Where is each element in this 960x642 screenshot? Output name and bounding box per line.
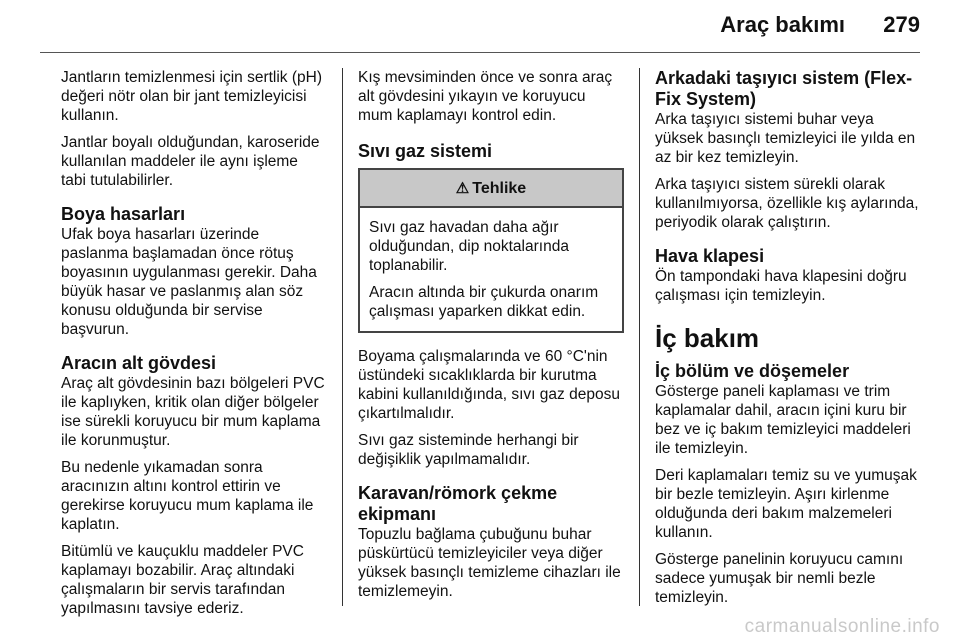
- danger-body: [360, 208, 622, 331]
- danger-box: [358, 168, 624, 333]
- paragraph: Arka taşıyıcı sistem sürekli olarak kullanılmıyorsa, özellikle kış aylarında, periyodik olarak çalıştırın.: [655, 176, 919, 231]
- paragraph: Sıvı gaz havadan daha ağır olduğundan, dip noktalarında toplanabilir.: [369, 219, 569, 274]
- danger-label: Tehlike: [472, 179, 527, 197]
- section-heading-interior-upholstery: İç bölüm ve döşemeler: [655, 361, 850, 381]
- paragraph: Topuzlu bağlama çubuğunu buhar püskürtücü temizleyiciler veya diğer yüksek basınçlı temizleme cihazları ile temizlemeyin.: [358, 526, 621, 600]
- paragraph: Sıvı gaz sisteminde herhangi bir değişiklik yapılmamalıdır.: [358, 432, 579, 468]
- column-3: [655, 68, 923, 615]
- column-divider: [639, 68, 640, 606]
- danger-header: [360, 170, 622, 208]
- page-header: [0, 0, 960, 50]
- section-heading-lpg-system: Sıvı gaz sistemi: [358, 141, 493, 161]
- paragraph: Bitümlü ve kauçuklu maddeler PVC kaplamayı bozabilir. Araç altındaki çalışmaların bir servis tarafından yapılmasını tavsiye ederiz.: [61, 543, 304, 617]
- paragraph: Bu nedenle yıkamadan sonra aracınızın altını kontrol ettirin ve gerekirse koruyucu mum kaplama ile kaplatın.: [61, 459, 314, 533]
- paragraph: Gösterge paneli kaplaması ve trim kaplamalar dahil, aracın içini kuru bir bez ve iç bakım temizleyici maddeleri ile temizleyin.: [655, 383, 911, 457]
- section-heading-paint-damage: Boya hasarları: [61, 204, 186, 224]
- paragraph: Deri kaplamaları temiz su ve yumuşak bir bezle temizleyin. Aşırı kirlenme olduğunda deri bakım malzemeleri kullanın.: [655, 467, 917, 541]
- paragraph: Arka taşıyıcı sistemi buhar veya yüksek basınçlı temizleyici ile yılda en az bir kez temizleyin.: [655, 111, 916, 166]
- paragraph: Aracın altında bir çukurda onarım çalışması yaparken dikkat edin.: [369, 284, 599, 320]
- section-heading-air-flap: Hava klapesi: [655, 246, 765, 266]
- section-heading-rear-carrier: Arkadaki taşıyıcı sistem (Flex-Fix System): [655, 68, 913, 109]
- warning-triangle-icon: ⚠: [455, 179, 470, 197]
- paragraph: Ufak boya hasarları üzerinde paslanma başlamadan önce rötuş boyasının uygulanması gerekir. Daha büyük hasar ve paslanmış alan söz konusu olduğunda bir servise başvurun.: [61, 226, 317, 338]
- section-heading-underbody: Aracın alt gövdesi: [61, 353, 217, 373]
- paragraph: Kış mevsiminden önce ve sonra araç alt gövdesini yıkayın ve koruyucu mum kaplamayı kontrol edin.: [358, 69, 613, 124]
- chapter-heading-interior-care: İç bakım: [655, 323, 760, 353]
- paragraph: Gösterge panelinin koruyucu camını sadece yumuşak bir nemli bezle temizleyin.: [655, 551, 904, 606]
- page-title: Araç bakımı: [720, 12, 845, 37]
- paragraph: Boyama çalışmalarında ve 60 °C'nin üstündeki sıcaklıklarda bir kurutma kabini kullanıldığında, sıvı gaz deposu çıkartılmalıdır.: [358, 348, 620, 422]
- paragraph: Ön tampondaki hava klapesini doğru çalışması için temizleyin.: [655, 268, 907, 304]
- paragraph: Jantlar boyalı olduğundan, karoseride kullanılan maddeler ile aynı işleme tabi tutulabilirler.: [61, 134, 320, 189]
- section-heading-towing: Karavan/römork çekme ekipmanı: [358, 483, 558, 524]
- column-divider: [342, 68, 343, 606]
- page-number: 279: [883, 12, 920, 37]
- column-1: [61, 68, 327, 626]
- paragraph: Araç alt gövdesinin bazı bölgeleri PVC ile kaplıyken, kritik olan diğer bölgeler ise sürekli koruyucu bir mum kaplama ile korunmuştur.: [61, 375, 325, 449]
- header-rule: [40, 52, 920, 53]
- column-2: [358, 68, 624, 609]
- paragraph: Jantların temizlenmesi için sertlik (pH) değeri nötr olan bir jant temizleyicisi kullanın.: [61, 69, 322, 124]
- watermark: carmanualsonline.info: [744, 616, 940, 637]
